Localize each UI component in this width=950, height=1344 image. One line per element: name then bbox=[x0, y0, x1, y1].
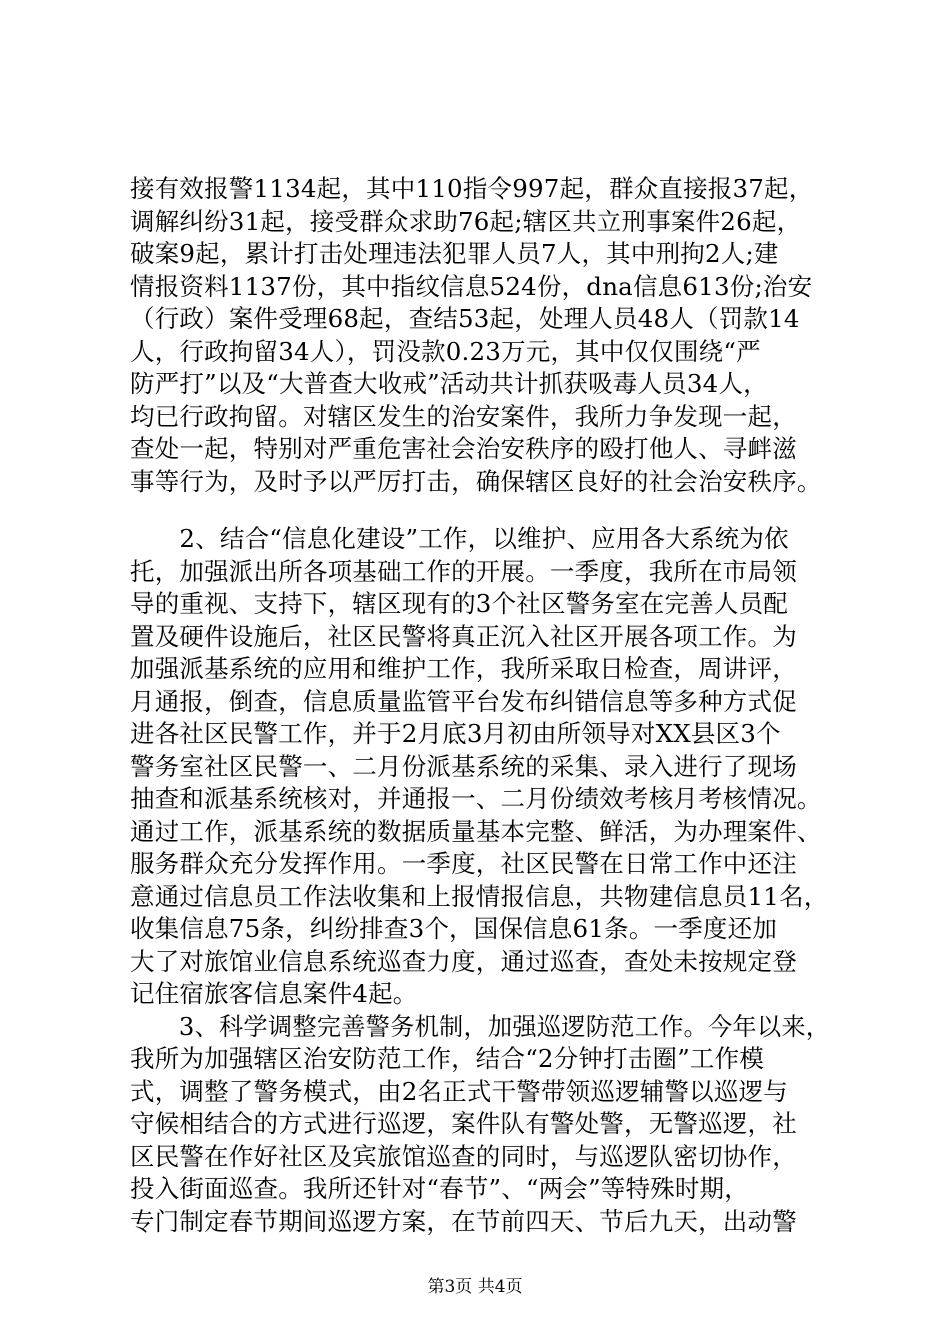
paragraph-3-start: 3、科学调整完善警务机制，加强巡逻防范工作。今年以来， bbox=[130, 1012, 831, 1041]
text-line: 我所为加强辖区治安防范工作，结合“2分钟打击圈”工作模 bbox=[130, 1044, 765, 1073]
text-line: 人，行政拘留34人），罚没款0.23万元，其中仅仅围绕“严 bbox=[130, 337, 761, 366]
text-line: 情报资料1137份，其中指纹信息524份，dna信息613份;治安 bbox=[130, 272, 813, 301]
text-line: 通过工作，派基系统的数据质量基本完整、鲜活，为办理案件、 bbox=[130, 817, 822, 846]
text-line: 警务室社区民警一、二月份派基系统的采集、录入进行了现场 bbox=[130, 752, 797, 781]
text-line: 守候相结合的方式进行巡逻，案件队有警处警，无警巡逻，社 bbox=[130, 1109, 797, 1138]
text-line: 托，加强派出所各项基础工作的开展。一季度，我所在市局领 bbox=[130, 557, 797, 586]
text-line: 防严打”以及“大普查大收戒”活动共计抓获吸毒人员34人， bbox=[130, 369, 768, 398]
text-line: 意通过信息员工作法收集和上报情报信息，共物建信息员11名， bbox=[130, 882, 829, 911]
text-line: 式，调整了警务模式，由2名正式干警带领巡逻辅警以巡逻与 bbox=[130, 1077, 788, 1106]
text-line: 查处一起，特别对严重危害社会治安秩序的殴打他人、寻衅滋 bbox=[130, 434, 797, 463]
text-line: 破案9起，累计打击处理违法犯罪人员7人，其中刑拘2人;建 bbox=[130, 239, 779, 268]
text-line: 均已行政拘留。对辖区发生的治安案件，我所力争发现一起， bbox=[130, 402, 797, 431]
text-line: 进各社区民警工作，并于2月底3月初由所领导对XX县区3个 bbox=[130, 719, 781, 748]
text-line: 接有效报警1134起，其中110指令997起，群众直接报37起， bbox=[130, 174, 814, 203]
text-line: 投入街面巡查。我所还针对“春节”、“两会”等特殊时期， bbox=[130, 1174, 749, 1203]
page-footer: 第3页 共4页 bbox=[427, 1277, 523, 1297]
text-line: 大了对旅馆业信息系统巡查力度，通过巡查，查处未按规定登 bbox=[130, 947, 797, 976]
text-line: 调解纠纷31起，接受群众求助76起;辖区共立刑事案件26起， bbox=[130, 207, 802, 236]
text-line: 加强派基系统的应用和维护工作，我所采取日检查，周讲评， bbox=[130, 654, 797, 683]
text-line: 记住宿旅客信息案件4起。 bbox=[130, 979, 418, 1008]
text-line: 导的重视、支持下，辖区现有的3个社区警务室在完善人员配 bbox=[130, 589, 788, 618]
text-line: 专门制定春节期间巡逻方案，在节前四天、节后九天，出动警 bbox=[130, 1207, 797, 1236]
text-line: 抽查和派基系统核对，并通报一、二月份绩效考核月考核情况。 bbox=[130, 784, 822, 813]
text-line: （行政）案件受理68起，查结53起，处理人员48人（罚款14 bbox=[130, 304, 800, 333]
text-line: 服务群众充分发挥作用。一季度，社区民警在日常工作中还注 bbox=[130, 849, 797, 878]
text-line: 区民警在作好社区及宾旅馆巡查的同时，与巡逻队密切协作， bbox=[130, 1142, 797, 1171]
paragraph-2-start: 2、结合“信息化建设”工作，以维护、应用各大系统为依 bbox=[130, 524, 789, 553]
text-line: 置及硬件设施后，社区民警将真正沉入社区开展各项工作。为 bbox=[130, 622, 797, 651]
text-line: 事等行为，及时予以严厉打击，确保辖区良好的社会治安秩序。 bbox=[130, 467, 822, 496]
text-line: 收集信息75条，纠纷排查3个，国保信息61条。一季度还加 bbox=[130, 914, 778, 943]
text-line: 月通报，倒查，信息质量监管平台发布纠错信息等多种方式促 bbox=[130, 687, 797, 716]
